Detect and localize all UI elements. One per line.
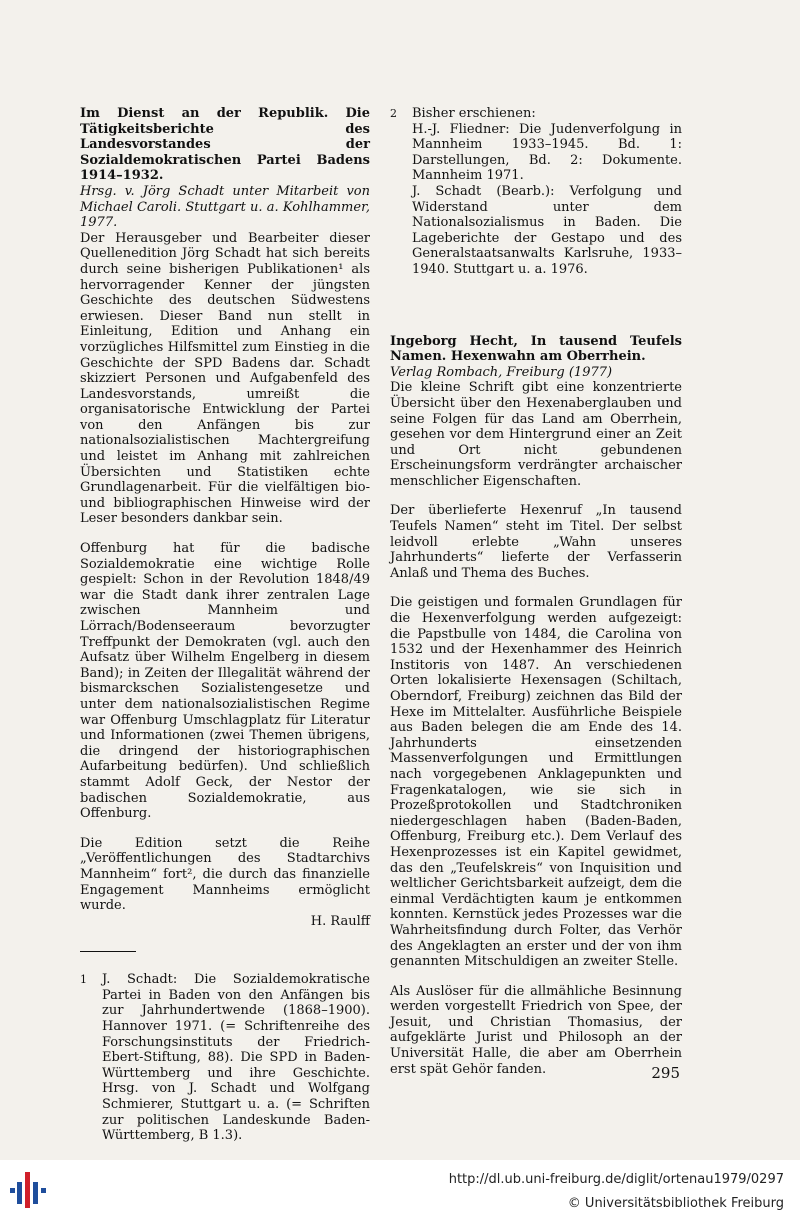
footnote-text: J. Schadt (Bearb.): Verfolgung und Widerstand unter dem Nationalsozialismus in Baden. Die Lageberichte der Gestapo und des Generalstaatsanwalts Karlsruhe, 1933–1940. Stuttgart u. a. 1976. [412, 183, 682, 277]
permalink-link[interactable]: http://dl.ub.uni-freiburg.de/diglit/ortenau1979/0297 [448, 1172, 784, 1187]
footnote-text: H.-J. Fliedner: Die Judenverfolgung in Mannheim 1933–1945. Bd. 1: Darstellungen, Bd. 2: Dokumente. Mannheim 1971. [412, 121, 682, 184]
review-paragraph: Der Herausgeber und Bearbeiter dieser Quellenedition Jörg Schadt hat sich bereits durch seine bisherigen Publikationen¹ als hervorragender Kenner der jüngsten Geschichte des deutschen Südwestens erwiesen. Dieser Band nun stellt in Einleitung, Edition und Anhang ein vorzügliches Hilfsmittel zum Einstieg in die Geschichte der SPD Badens dar. Schadt skizziert Personen und Aufgabenfeld des Landesvorstands, umreißt die organisatorische Entwicklung der Partei von den Anfängen bis zur nationalsozialistischen Machtergreifung und leistet im Anhang mit zahlreichen Übersichten und Statistiken echte Grundlagenarbeit. Für die vielfältigen bio- und bibliographischen Hinweise wird der Leser besonders dankbar sein. [80, 230, 370, 527]
footnote-number: 2 [390, 107, 397, 120]
review-paragraph: Die geistigen und formalen Grundlagen für die Hexenverfolgung werden aufgezeigt: die Papstbulle von 1484, die Carolina von 1532 und der Hexenhammer des Heinrich Institoris von 1487. An verschiedenen Orten lokalisierte Hexensagen (Schiltach, Oberndorf, Freiburg) zeichnen das Bild der Hexe im Mittelalter. Ausführliche Beispiele aus Baden belegen die am Ende des 14. Jahrhunderts einsetzenden Massenverfolgungen und Ermittlungen nach vorgegebenen Anklagepunkten und Fragenkatalogen, wie sie sich in Prozeßprotokollen und Stadtchroniken niedergeschlagen haben (Baden-Baden, Offenburg, Freiburg etc.). Dem Verlauf des Hexenprozesses ist ein Kapitel gewidmet, das den „Teufelskreis“ von Inquisition und weltlicher Gerichtsbarkeit aufzeigt, dem die einmal Verdächtigten kaum je entkommen konnten. Kernstück jedes Prozesses war die Wahrheitsfindung durch Folter, das Verhör des Angeklagten an erster und der von ihm genannten Mitschuldigen an zweiter Stelle. [390, 595, 682, 970]
review-paragraph: Die kleine Schrift gibt eine konzentrierte Übersicht über den Hexenaberglauben und seine Folgen für das Land am Oberrhein, gesehen vor dem Hintergrund einer an Zeit und Ort nicht gebundenen Erscheinungsform verdrängter archaischer menschlicher Eigenschaften. [390, 380, 682, 489]
review-publication: Hrsg. v. Jörg Schadt unter Mitarbeit von Michael Caroli. Stuttgart u. a. Kohlhammer, 1977. [80, 183, 370, 231]
footnote [390, 106, 682, 278]
review-publication: Verlag Rombach, Freiburg (1977) [390, 364, 613, 380]
review-paragraph: Der überlieferte Hexenruf „In tausend Teufels Namen“ steht im Titel. Der selbst leidvoll erlebte „Wahn unseres Jahrhunderts“ lieferte der Verfasserin Anlaß und Thema des Buches. [390, 503, 682, 581]
footnote [80, 972, 370, 1144]
footnote-text: J. Schadt: Die Sozialdemokratische Partei in Baden von den Anfängen bis zur Jahrhundertwende (1868–1900). Hannover 1971. (= Schriftenreihe des Forschungsinstituts der Friedrich-Ebert-Stiftung, 88). Die SPD in Baden-Württemberg und ihre Geschichte. Hrsg. von J. Schadt und Wolfgang Schmierer, Stuttgart u. a. (= Schriften zur politischen Landeskunde Baden-Württemberg, B 1.3). [102, 972, 370, 1144]
review-title: Im Dienst an der Republik. Die Tätigkeitsberichte des Landesvorstandes der Sozialdemokratischen Partei Badens 1914–1932. [80, 106, 370, 184]
left-column [80, 106, 370, 1144]
library-logo-icon [8, 1168, 48, 1212]
review-title: Ingeborg Hecht, In tausend Teufels Namen. Hexenwahn am Oberrhein. [390, 333, 682, 365]
right-column [390, 106, 682, 1077]
footnote-rule [80, 951, 136, 952]
footer [0, 1160, 800, 1220]
review-paragraph: Offenburg hat für die badische Sozialdemokratie eine wichtige Rolle gespielt: Schon in der Revolution 1848/49 war die Stadt dank ihrer zentralen Lage zwischen Mannheim und Lörrach/Bodenseeraum bevorzugter Treffpunkt der Demokraten (vgl. auch den Aufsatz über Wilhelm Engelberg in diesem Band); in Zeiten der Illegalität während der bismarckschen Sozialistengesetze und unter dem nationalsozialistischen Regime war Offenburg Umschlagplatz für Literatur und Informationen (zwei Themen übrigens, die dringend der historiographischen Aufarbeitung bedürfen). Und schließlich stammt Adolf Geck, der Nestor der badischen Sozialdemokratie, aus Offenburg. [80, 541, 370, 822]
footnote-number: 1 [80, 973, 87, 987]
review-paragraph: Die Edition setzt die Reihe „Veröffentlichungen des Stadtarchivs Mannheim“ fort², die durch das finanzielle Engagement Mannheims ermöglicht wurde. [80, 835, 370, 914]
review-signature: H. Raulff [310, 913, 370, 929]
review-paragraph: Als Auslöser für die allmähliche Besinnung werden vorgestellt Friedrich von Spee, der Jesuit, und Christian Thomasius, der aufgeklärte Jurist und Philosoph an der Universität Halle, die aber am Oberrhein erst spät Gehör fanden. [390, 983, 682, 1077]
copyright-text: © Universitätsbibliothek Freiburg [567, 1196, 784, 1211]
page-number: 295 [651, 1064, 680, 1082]
footnote-text: Bisher erschienen: [412, 106, 536, 121]
